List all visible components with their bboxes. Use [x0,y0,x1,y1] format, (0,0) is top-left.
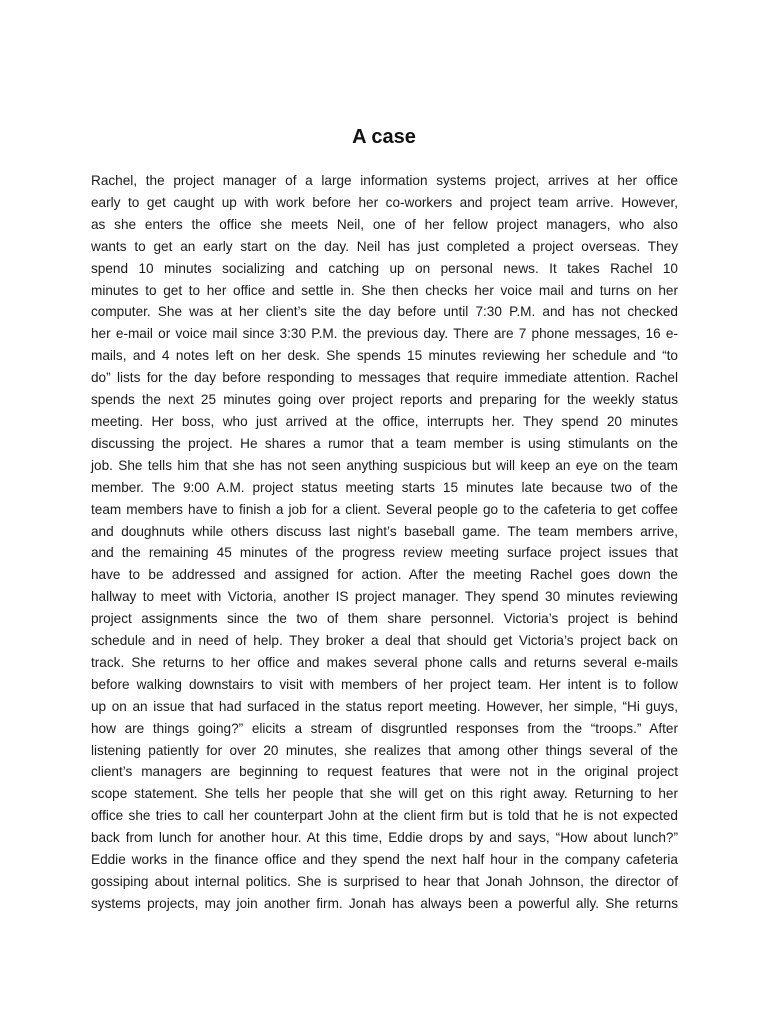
paragraph-line: have to be addressed and assigned for action. After the meeting Rachel goes down the [91,567,678,583]
paragraph-line: spends the next 25 minutes going over project reports and preparing for the weekly status [91,392,678,408]
paragraph-line: team members have to finish a job for a client. Several people go to the cafeteria to get coffee [91,501,678,517]
paragraph-line: systems projects, may join another firm. Jonah has always been a powerful ally. She returns [91,895,678,911]
paragraph-line: gossiping about internal politics. She is surprised to hear that Jonah Johnson, the director of [91,874,678,889]
paragraph-line: Eddie works in the finance office and they spend the next half hour in the company cafeteria [91,852,678,868]
paragraph-line: up on an issue that had surfaced in the status report meeting. However, her simple, “Hi guys, [91,698,678,714]
paragraph-line: hallway to meet with Victoria, another IS project manager. They spend 30 minutes reviewing [91,589,678,605]
paragraph-line: track. She returns to her office and makes several phone calls and returns several e-mails [91,654,678,670]
case-paragraph [91,170,678,915]
paragraph-line: Rachel, the project manager of a large information systems project, arrives at her office [91,173,678,188]
paragraph-line: how are things going?” elicits a stream of disgruntled responses from the “troops.” After [91,720,678,736]
paragraph-line: member. The 9:00 A.M. project status meeting starts 15 minutes late because two of the [91,479,678,495]
paragraph-line: back from lunch for another hour. At this time, Eddie drops by and says, “How about lunch?” [91,830,678,846]
paragraph-line: schedule and in need of help. They broker a deal that should get Victoria’s project back on [91,633,678,649]
document-title: A case [352,126,416,148]
paragraph-line: meeting. Her boss, who just arrived at the office, interrupts her. They spend 20 minutes [91,413,678,429]
paragraph-line: and doughnuts while others discuss last night’s baseball game. The team members arrive, [91,523,678,539]
paragraph-line: office she tries to call her counterpart John at the client firm but is told that he is not expected [91,808,678,824]
paragraph-line: early to get caught up with work before her co-workers and project team arrive. However, [91,194,678,210]
paragraph-line: mails, and 4 notes left on her desk. She spends 15 minutes reviewing her schedule and “to [91,348,678,364]
paragraph-line: scope statement. She tells her people that she will get on this right away. Returning to her [91,786,678,802]
paragraph-line: minutes to get to her office and settle in. She then checks her voice mail and turns on her [91,282,678,298]
paragraph-line: computer. She was at her client’s site the day before until 7:30 P.M. and has not checked [91,304,678,320]
paragraph-line: before walking downstairs to visit with members of her project team. Her intent is to follow [91,676,678,692]
paragraph-line: job. She tells him that she has not seen anything suspicious but will keep an eye on the team [91,457,678,473]
paragraph-line: spend 10 minutes socializing and catching up on personal news. It takes Rachel 10 [91,260,678,276]
paragraph-line: project assignments since the two of them share personnel. Victoria’s project is behind [91,611,678,627]
paragraph-line: as she enters the office she meets Neil, one of her fellow project managers, who also [91,216,678,232]
paragraph-line: her e-mail or voice mail since 3:30 P.M. the previous day. There are 7 phone messages, 16 e- [91,326,678,342]
paragraph-line: wants to get an early start on the day. Neil has just completed a project overseas. They [91,238,678,254]
paragraph-line: and the remaining 45 minutes of the progress review meeting surface project issues that [91,545,678,561]
paragraph-line: do” lists for the day before responding to messages that require immediate attention. Rachel [91,370,678,386]
paragraph-line: listening patiently for over 20 minutes, she realizes that among other things several of the [91,742,678,758]
paragraph-line: client’s managers are beginning to request features that were not in the original project [91,764,678,780]
paragraph-line: discussing the project. He shares a rumor that a team member is using stimulants on the [91,435,678,451]
